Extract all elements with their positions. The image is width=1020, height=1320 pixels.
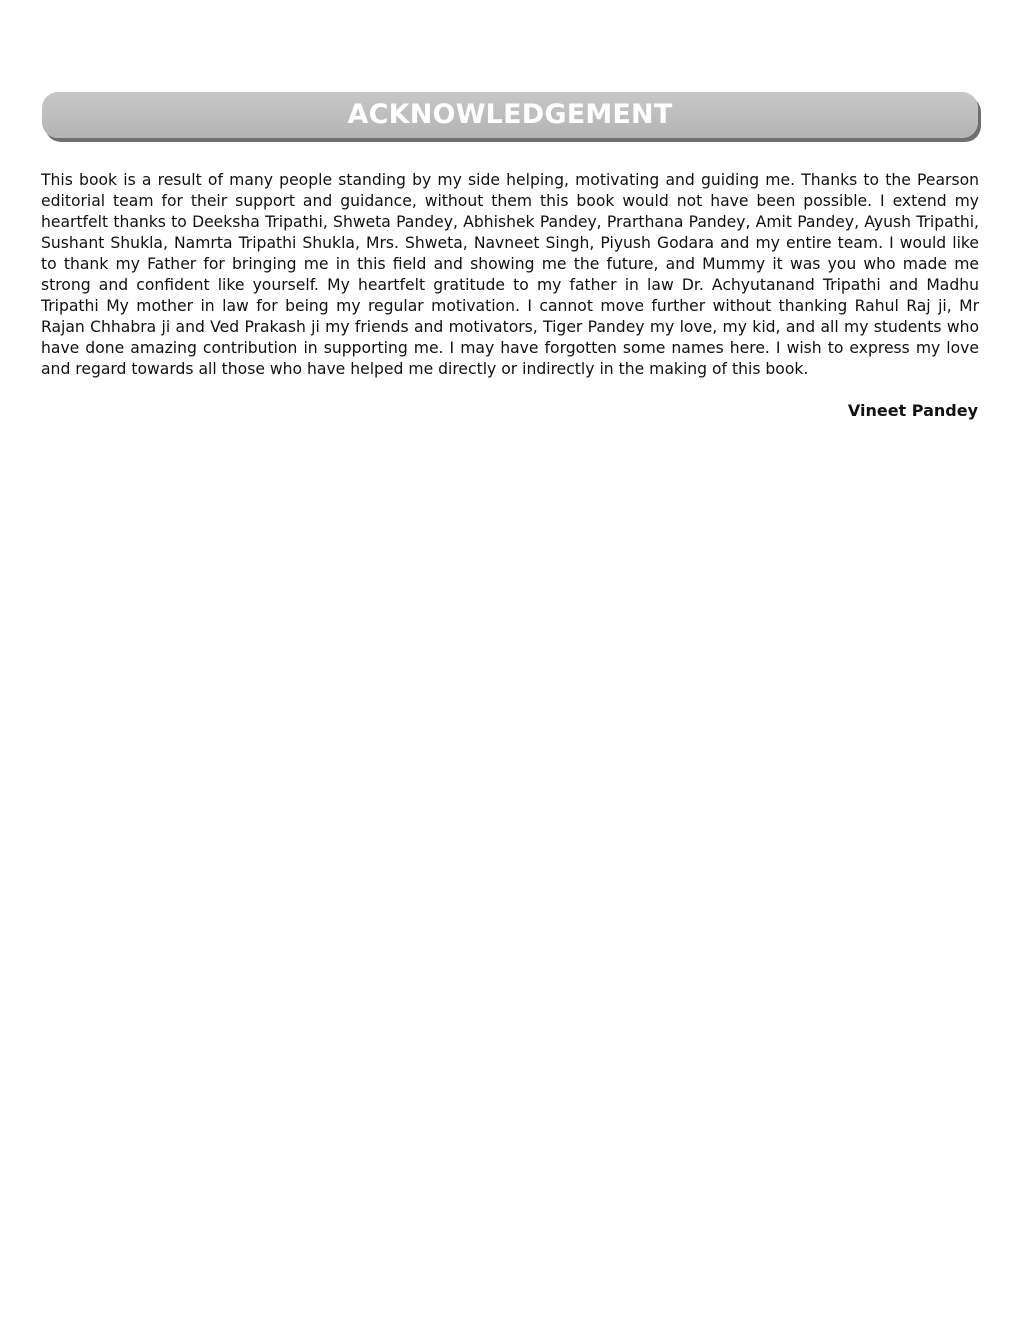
heading-banner — [42, 92, 978, 138]
page-title: ACKNOWLEDGEMENT — [347, 98, 673, 130]
acknowledgement-paragraph: This book is a result of many people standing by my side helping, motivating and guiding me. Thanks to the Pearson editorial team for their support and guidance, without them this book would not have been possible. I extend my heartfelt thanks to Deeksha Tripathi, Shweta Pandey, Abhishek Pandey, Prarthana Pandey, Amit Pandey, Ayush Tripathi, Sushant Shukla, Namrta Tripathi Shukla, Mrs. Shweta, Navneet Singh, Piyush Godara and my entire team. I would like to thank my Father for bringing me in this field and showing me the future, and Mummy it was you who made me strong and confident like yourself. My heartfelt gratitude to my father in law Dr. Achyutanand Tripathi and Madhu Tripathi My mother in law for being my regular motivation. I cannot move further without thanking Rahul Raj ji, Mr Rajan Chhabra ji and Ved Prakash ji my friends and motivators, Tiger Pandey my love, my kid, and all my students who have done amazing contribution in supporting me. I may have forgotten some names here. I wish to express my love and regard towards all those who have helped me directly or indirectly in the making of this book. — [41, 171, 979, 378]
author-signature: Vineet Pandey — [847, 401, 978, 420]
